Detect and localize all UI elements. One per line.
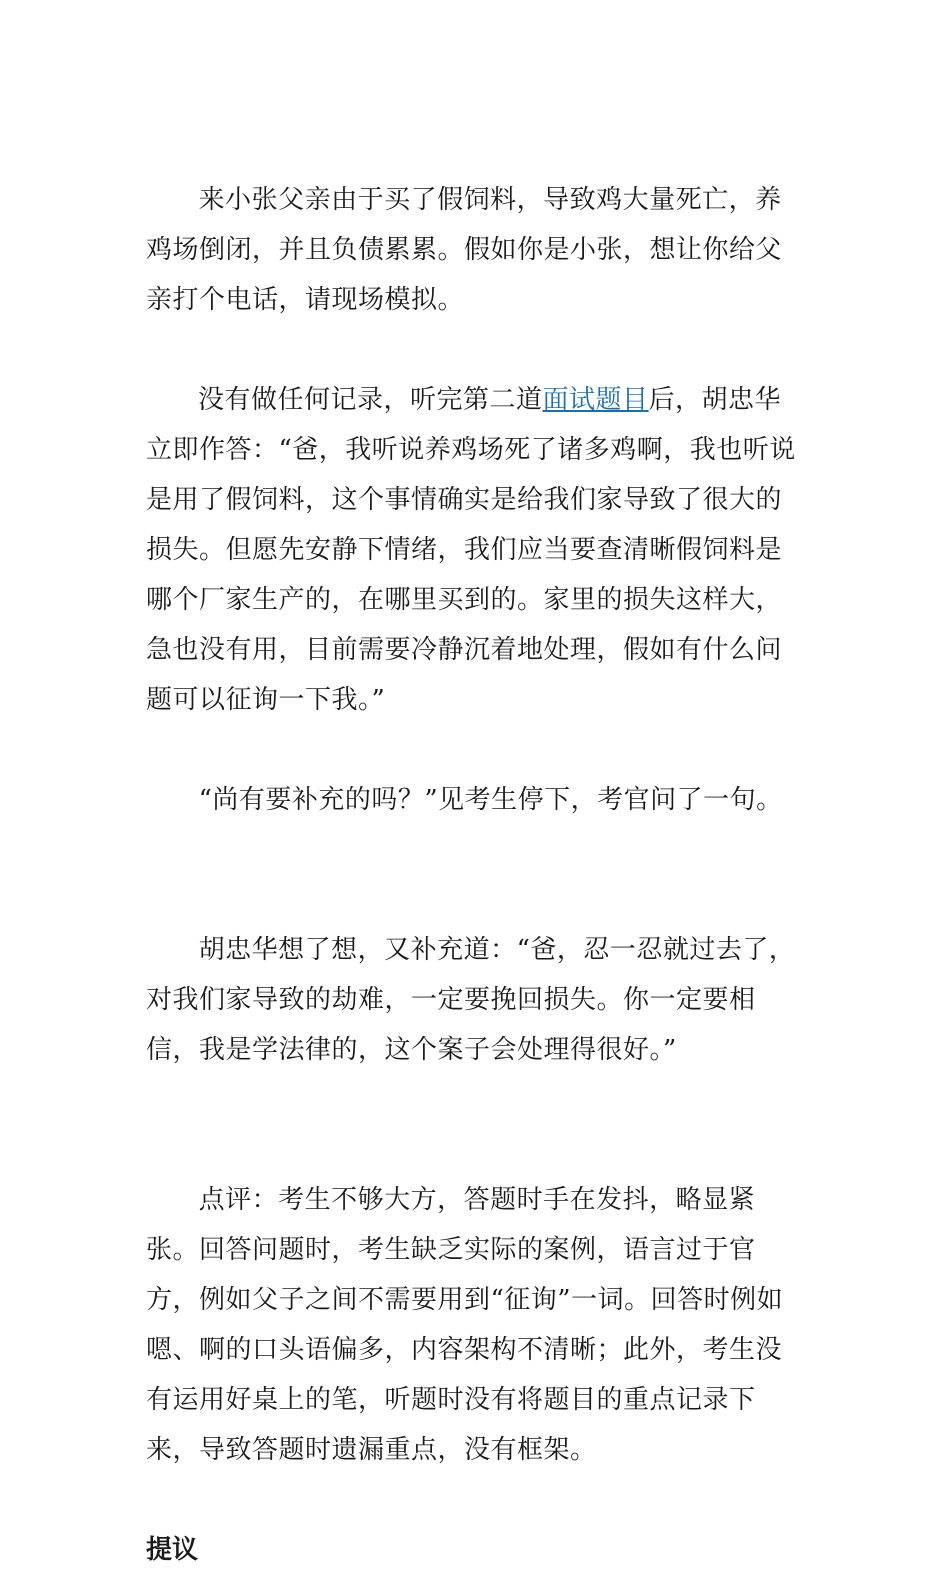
paragraph-review: [146, 1125, 806, 1525]
paragraph-scenario: [146, 125, 806, 375]
paragraph-answer: [146, 375, 806, 725]
document-body: [146, 125, 806, 1575]
interview-questions-link[interactable]: 面试题目: [542, 385, 649, 415]
section-heading: 提议: [146, 1535, 199, 1565]
paragraph-review-text: 点评：考生不够大方，答题时手在发抖，略显紧张。回答问题时，考生缺乏实际的案例，语言过于官方，例如父子之间不需要用到“征询”一词。回答时例如嗯、啊的口头语偏多，内容架构不清晰；此外，考生没有运用好桌上的笔，听题时没有将题目的重点记录下来，导致答题时遗漏重点，没有框架。: [146, 1185, 784, 1465]
paragraph-supplement: [146, 875, 806, 1125]
paragraph-scenario-text: 来小张父亲由于买了假饲料，导致鸡大量死亡，养鸡场倒闭，并且负债累累。假如你是小张，想让你给父亲打个电话，请现场模拟。: [146, 185, 783, 315]
paragraph-examiner-question: [146, 725, 806, 875]
paragraph-answer-body: 后，胡忠华立即作答：“爸，我听说养鸡场死了诸多鸡啊，我也听说是用了假饲料，这个事情确实是给我们家导致了很大的损失。但愿先安静下情绪，我们应当要查清晰假饲料是哪个厂家生产的，在哪里买到的。家里的损失这样大，急也没有用，目前需要冷静沉着地处理，假如有什么问题可以征询一下我。”: [146, 385, 796, 715]
paragraph-answer-lead: 没有做任何记录，听完第二道: [198, 385, 543, 415]
paragraph-examiner-question-text: “尚有要补充的吗？”见考生停下，考官问了一句。: [198, 785, 783, 815]
paragraph-supplement-text: 胡忠华想了想，又补充道：“爸，忍一忍就过去了，对我们家导致的劫难，一定要挽回损失。你一定要相信，我是学法律的，这个案子会处理得很好。”: [146, 935, 796, 1065]
